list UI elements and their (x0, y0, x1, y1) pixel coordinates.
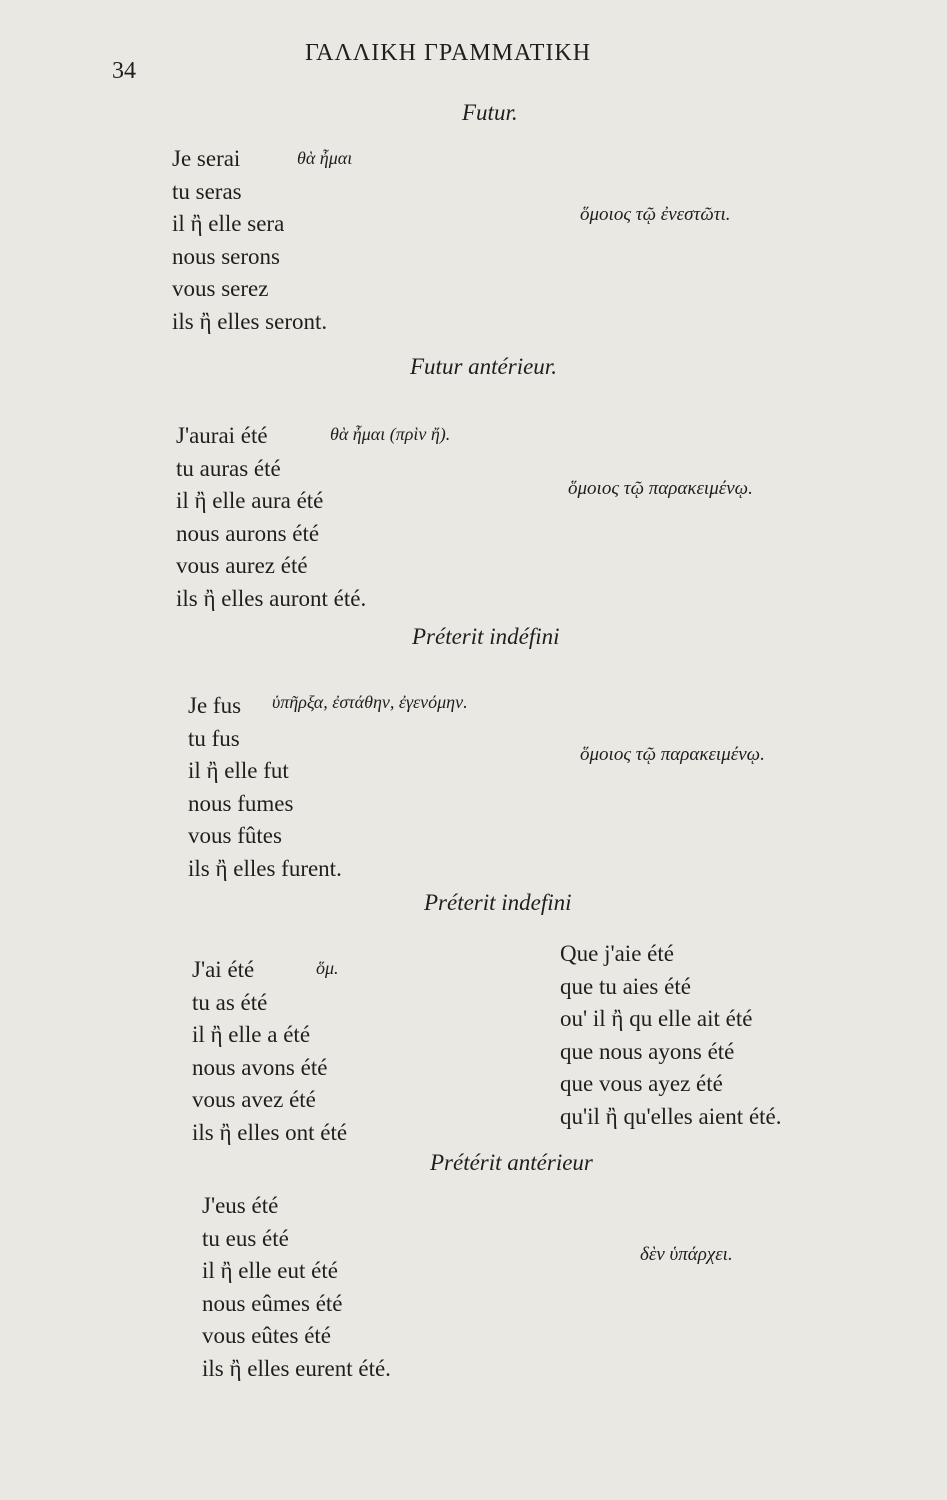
subj-line: Que j'aie été (560, 941, 674, 966)
conj-line: tu seras (172, 178, 242, 204)
section-title-futur-anterieur: Futur antérieur. (410, 354, 557, 379)
greek-note-preterit-anterieur: δὲν ὑπάρχει. (640, 1244, 733, 1265)
greek-note-futur: ὅμοιος τῷ ἐνεστῶτι. (580, 204, 731, 225)
conj-line: vous fûtes (188, 823, 282, 848)
subj-line: que tu aies été (560, 973, 691, 999)
section-title-preterit-indefini-2: Préterit indefini (424, 890, 572, 915)
conj-line: ils ἢ elles eurent été. (202, 1355, 391, 1381)
conj-line: Je serai (172, 146, 241, 171)
section-title-preterit-anterieur: Prétérit antérieur (430, 1150, 593, 1175)
greek-gloss-futur: θὰ ἦμαι (297, 148, 353, 168)
subj-line: que nous ayons été (560, 1038, 735, 1064)
conj-line: nous aurons été (176, 520, 320, 546)
conj-line: il ἢ elle sera (172, 211, 285, 236)
greek-note-futur-anterieur: ὅμοιος τῷ παρακειμένῳ. (568, 478, 753, 499)
conj-line: J'eus été (202, 1193, 279, 1218)
page-number: 34 (112, 58, 136, 84)
greek-gloss-preterit-indefini: ὑπῆρξα, ἐστάθην, ἐγενόμην. (272, 692, 468, 712)
conj-line: vous avez été (192, 1087, 316, 1112)
conjugation-preterit-indefini (188, 690, 342, 885)
conj-line: J'aurai été (176, 423, 268, 448)
conj-line: nous fumes (188, 790, 294, 816)
conj-line: nous avons été (192, 1054, 328, 1080)
greek-gloss-preterit-indefini-2: ὅμ. (316, 958, 339, 978)
conjugation-preterit-anterieur (202, 1190, 391, 1385)
conjugation-futur (172, 143, 327, 338)
conj-line: tu as été (192, 989, 268, 1015)
conj-line: il ἢ elle fut (188, 758, 289, 783)
conjugation-preterit-indefini-2 (192, 954, 347, 1149)
conj-line: vous serez (172, 276, 269, 301)
conj-line: ils ἢ elles seront. (172, 308, 328, 334)
conj-line: tu fus (188, 725, 240, 751)
section-title-futur: Futur. (462, 100, 518, 125)
subjunctive-preterit-indefini-2 (560, 938, 782, 1133)
conj-line: nous serons (172, 243, 280, 269)
conj-line: il ἢ elle eut été (202, 1258, 338, 1283)
subj-line: qu'il ἢ qu'elles aient été. (560, 1103, 782, 1129)
conj-line: J'ai été (192, 957, 255, 982)
conj-line: ils ἢ elles auront été. (176, 585, 367, 611)
conj-line: nous eûmes été (202, 1290, 343, 1316)
greek-note-preterit-indefini: ὅμοιος τῷ παρακειμένῳ. (580, 744, 765, 765)
conj-line: ils ἢ elles ont été (192, 1119, 348, 1145)
conj-line: ils ἢ elles furent. (188, 855, 342, 881)
conj-line: vous aurez été (176, 553, 308, 578)
subj-line: ou' il ἢ qu elle ait été (560, 1006, 753, 1031)
greek-gloss-futur-anterieur: θὰ ἦμαι (πρὶν ἤ). (330, 424, 451, 444)
conj-line: tu auras été (176, 455, 281, 481)
conj-line: tu eus été (202, 1225, 289, 1251)
running-title: ΓΑΛΛΙΚΗ ΓΡΑΜΜΑΤΙΚΗ (305, 40, 592, 66)
conj-line: Je fus (188, 693, 242, 718)
section-title-preterit-indefini: Préterit indéfini (412, 624, 560, 649)
conj-line: vous eûtes été (202, 1323, 332, 1348)
conj-line: il ἢ elle aura été (176, 488, 324, 513)
subj-line: que vous ayez été (560, 1071, 723, 1096)
conj-line: il ἢ elle a été (192, 1022, 311, 1047)
conjugation-futur-anterieur (176, 420, 366, 615)
